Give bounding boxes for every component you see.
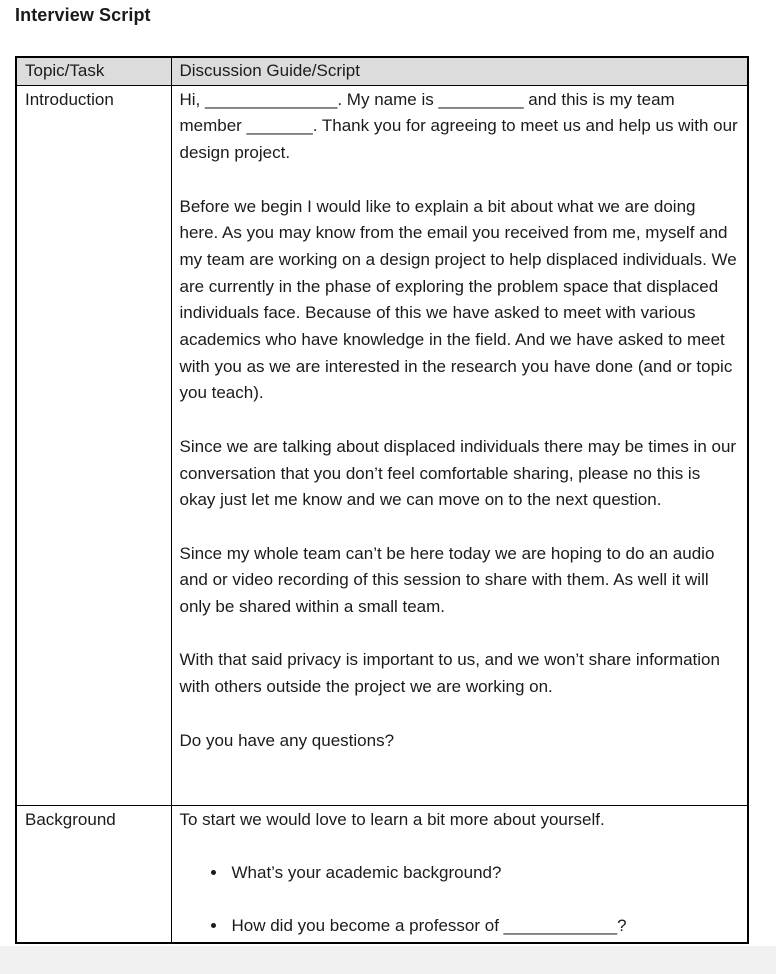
page-bottom-edge: [0, 946, 776, 974]
page-title: Interview Script: [15, 5, 151, 25]
table-row-background: [16, 805, 748, 943]
background-question-professor: • How did you become a professor of ____________?: [228, 913, 739, 940]
background-question-list: [180, 860, 739, 940]
intro-paragraph-privacy-note: With that said privacy is important to us, and we won’t share information with others outside the project we are working on.: [179, 650, 720, 697]
script-cell-background[interactable]: [171, 805, 748, 943]
table-row-introduction: [16, 85, 748, 805]
column-header-discussion-guide: Discussion Guide/Script: [171, 57, 748, 85]
intro-paragraph-questions-prompt: Do you have any questions?: [179, 730, 395, 750]
column-header-topic-task: Topic/Task: [16, 57, 171, 85]
interview-script-table: [15, 56, 749, 944]
script-cell-introduction[interactable]: [171, 85, 748, 805]
topic-cell-background[interactable]: Background: [16, 805, 171, 943]
background-question-academic: • What’s your academic background?: [228, 860, 739, 887]
background-paragraph-intro: To start we would love to learn a bit more about yourself.: [179, 809, 605, 829]
intro-paragraph-recording-note: Since my whole team can’t be here today we are hoping to do an audio and or video recording of this session to share with them. As well it will only be shared within a small team.: [179, 543, 715, 617]
intro-paragraph-greeting: Hi, ______________. My name is _________ and this is my team member _______. Thank you for agreeing to meet us and help us with our design project.: [179, 89, 738, 163]
table-header-row: [16, 57, 748, 85]
topic-cell-introduction[interactable]: Introduction: [16, 85, 171, 805]
intro-paragraph-project-explanation: Before we begin I would like to explain a bit about what we are doing here. As you may know from the email you received from me, myself and my team are working on a design project to help displaced individuals. We are currently in the phase of exploring the problem space that displaced individuals face. Because of this we have asked to meet with various academics who have knowledge in the field. And we have asked to meet with you as we are interested in the research you have done (and or topic you teach).: [179, 196, 737, 403]
intro-paragraph-comfort-note: Since we are talking about displaced individuals there may be times in our conversation that you don’t feel comfortable sharing, please no this is okay just let me know and we can move on to the next question.: [179, 436, 737, 510]
